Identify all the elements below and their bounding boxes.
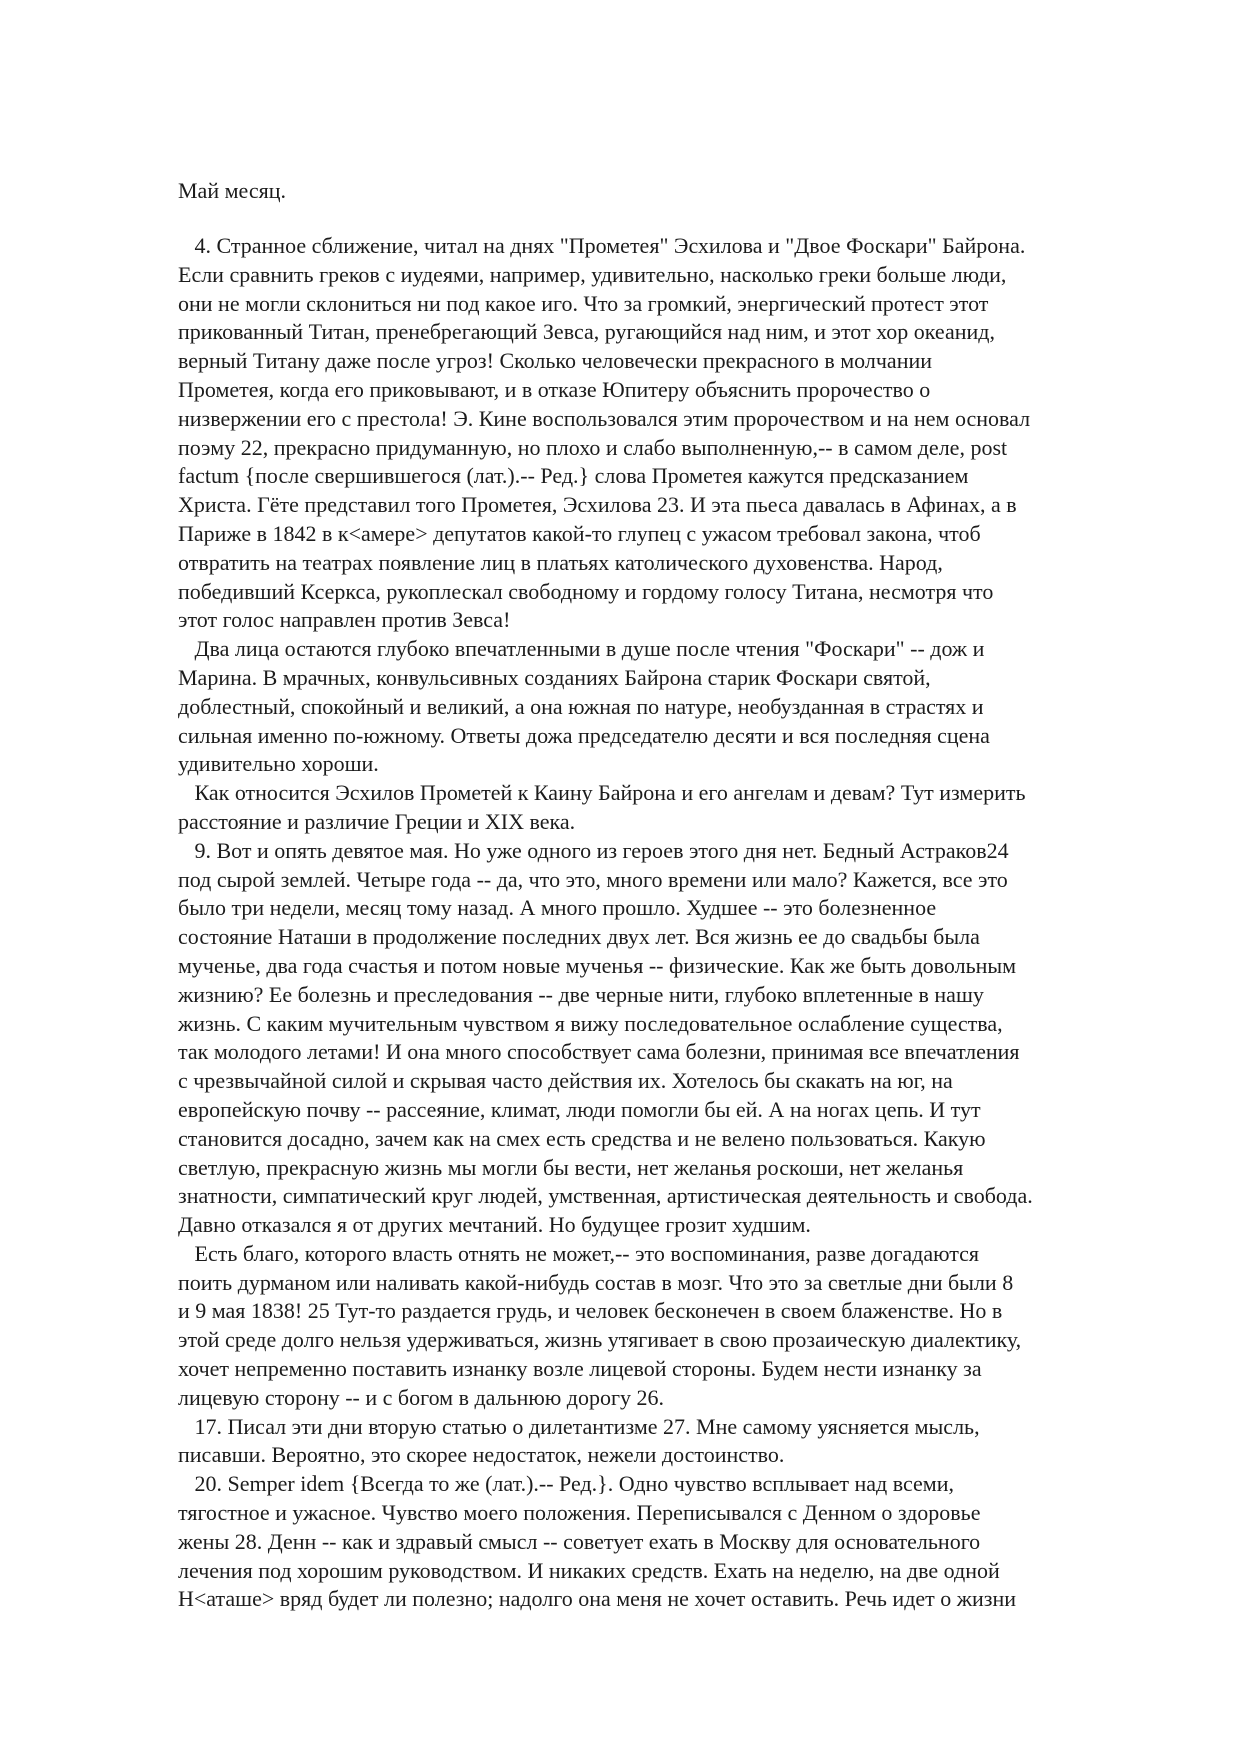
text-line: 4. Странное сближение, читал на днях "Прометея" Эсхилова и "Двое Фоскари" Байрона. [178, 233, 1026, 258]
text-line: 9. Вот и опять девятое мая. Но уже одного из героев этого дня нет. Бедный Астраков24 [178, 837, 1009, 863]
text-line: знатности, симпатический круг людей, умственная, артистическая деятельность и свобода. [178, 1183, 1033, 1209]
text-line: 17. Писал эти дни вторую статью о дилетантизме 27. Мне самому уясняется мысль, [178, 1413, 980, 1439]
text-line: верный Титану даже после угроз! Сколько человечески прекрасного в молчании [178, 348, 933, 374]
text-line: они не могли склониться ни под какое иго. Что за громкий, энергический протест этот [178, 290, 989, 316]
text-line: 20. Semper idem {Всегда то же (лат.).-- Ред.}. Одно чувство всплывает над всеми, [178, 1471, 955, 1497]
text-line: так молодого летами! И она много способствует сама болезни, принимая все впечатления [178, 1039, 1020, 1065]
text-line: светлую, прекрасную жизнь мы могли бы вести, нет желанья роскоши, нет желанья [178, 1154, 964, 1180]
text-line: под сырой землей. Четыре года -- да, что это, много времени или мало? Кажется, все это [178, 866, 1008, 892]
text-line: прикованный Титан, пренебрегающий Зевса, ругающийся над ним, и этот хор океанид, [178, 319, 995, 345]
text-line: Н<аташе> вряд будет ли полезно; надолго она меня не хочет оставить. Речь идет о жизни [178, 1586, 1016, 1612]
page-heading: Май месяц. [178, 178, 286, 203]
text-line: Христа. Гёте представил того Прометея, Эсхилова 23. И эта пьеса давалась в Афинах, а в [178, 492, 1017, 518]
text-line: с чрезвычайной силой и скрывая часто действия их. Хотелось бы скакать на юг, на [178, 1068, 953, 1094]
text-line: Два лица остаются глубоко впечатленными в душе после чтения "Фоскари" -- дож и [178, 636, 985, 662]
text-line: Марина. В мрачных, конвульсивных созданиях Байрона старик Фоскари святой, [178, 664, 931, 690]
text-line: лицевую сторону -- и с богом в дальнюю дорогу 26. [178, 1384, 664, 1410]
text-line: хочет непременно поставить изнанку возле лицевой стороны. Будем нести изнанку за [178, 1356, 982, 1382]
text-line: тягостное и ужасное. Чувство моего положения. Переписывался с Денном о здоровье [178, 1500, 981, 1526]
text-line: победивший Ксеркса, рукоплескал свободному и гордому голосу Титана, несмотря что [178, 578, 994, 604]
text-line: низвержении его с престола! Э. Кине воспользовался этим пророчеством и на нем основал [178, 405, 1031, 431]
body-text [178, 232, 1178, 1614]
text-line: отвратить на театрах появление лиц в платьях католического духовенства. Народ, [178, 549, 943, 575]
text-line: и 9 мая 1838! 25 Тут-то раздается грудь, и человек бесконечен в своем блаженстве. Но в [178, 1298, 1003, 1324]
text-line: сильная именно по-южному. Ответы дожа председателю десяти и вся последняя сцена [178, 722, 990, 748]
text-line: писавши. Вероятно, это скорее недостаток, нежели достоинство. [178, 1442, 785, 1468]
text-line: расстояние и различие Греции и XIX века. [178, 808, 576, 834]
text-line: доблестный, спокойный и великий, а она южная по натуре, необузданная в страстях и [178, 693, 984, 719]
text-line: жизнь. С каким мучительным чувством я вижу последовательное ослабление существа, [178, 1010, 1003, 1036]
text-line: этот голос направлен против Зевса! [178, 607, 511, 633]
text-line: состояние Наташи в продолжение последних двух лет. Вся жизнь ее до свадьбы была [178, 924, 980, 950]
text-line: становится досадно, зачем как на смех есть средства и не велено пользоваться. Какую [178, 1125, 986, 1151]
text-line: европейскую почву -- рассеяние, климат, люди помогли бы ей. А на ногах цепь. И тут [178, 1096, 981, 1122]
text-line: лечения под хорошим руководством. И никаких средств. Ехать на неделю, на две одной [178, 1557, 1000, 1583]
text-line: Париже в 1842 в к<амере> депутатов какой-то глупец с ужасом требовал закона, чтоб [178, 520, 981, 546]
text-line: factum {после свершившегося (лат.).-- Ред.} слова Прометея кажутся предсказанием [178, 463, 969, 489]
text-line: Если сравнить греков с иудеями, например, удивительно, насколько греки больше люди, [178, 261, 1007, 287]
text-line: Как относится Эсхилов Прометей к Каину Байрона и его ангелам и девам? Тут измерить [178, 780, 1026, 806]
text-line: Давно отказался я от других мечтаний. Но будущее грозит худшим. [178, 1212, 811, 1238]
text-line: было три недели, месяц тому назад. А много прошло. Худшее -- это болезненное [178, 895, 937, 921]
text-line: поить дурманом или наливать какой-нибудь состав в мозг. Что это за светлые дни были 8 [178, 1269, 1014, 1295]
text-line: Есть благо, которого власть отнять не может,-- это воспоминания, разве догадаются [178, 1240, 980, 1266]
text-line: поэму 22, прекрасно придуманную, но плохо и слабо выполненную,-- в самом деле, post [178, 434, 1008, 460]
text-line: Прометея, когда его приковывают, и в отказе Юпитеру объяснить пророчество о [178, 376, 931, 402]
text-line: мученье, два года счастья и потом новые мученья -- физические. Как же быть довольным [178, 952, 1017, 978]
text-line: жены 28. Денн -- как и здравый смысл -- советует ехать в Москву для основательного [178, 1528, 981, 1554]
text-line: жизнию? Ее болезнь и преследования -- две черные нити, глубоко вплетенные в нашу [178, 981, 984, 1007]
text-line: этой среде долго нельзя удерживаться, жизнь утягивает в свою прозаическую диалектику, [178, 1327, 1022, 1353]
text-line: удивительно хороши. [178, 751, 379, 777]
